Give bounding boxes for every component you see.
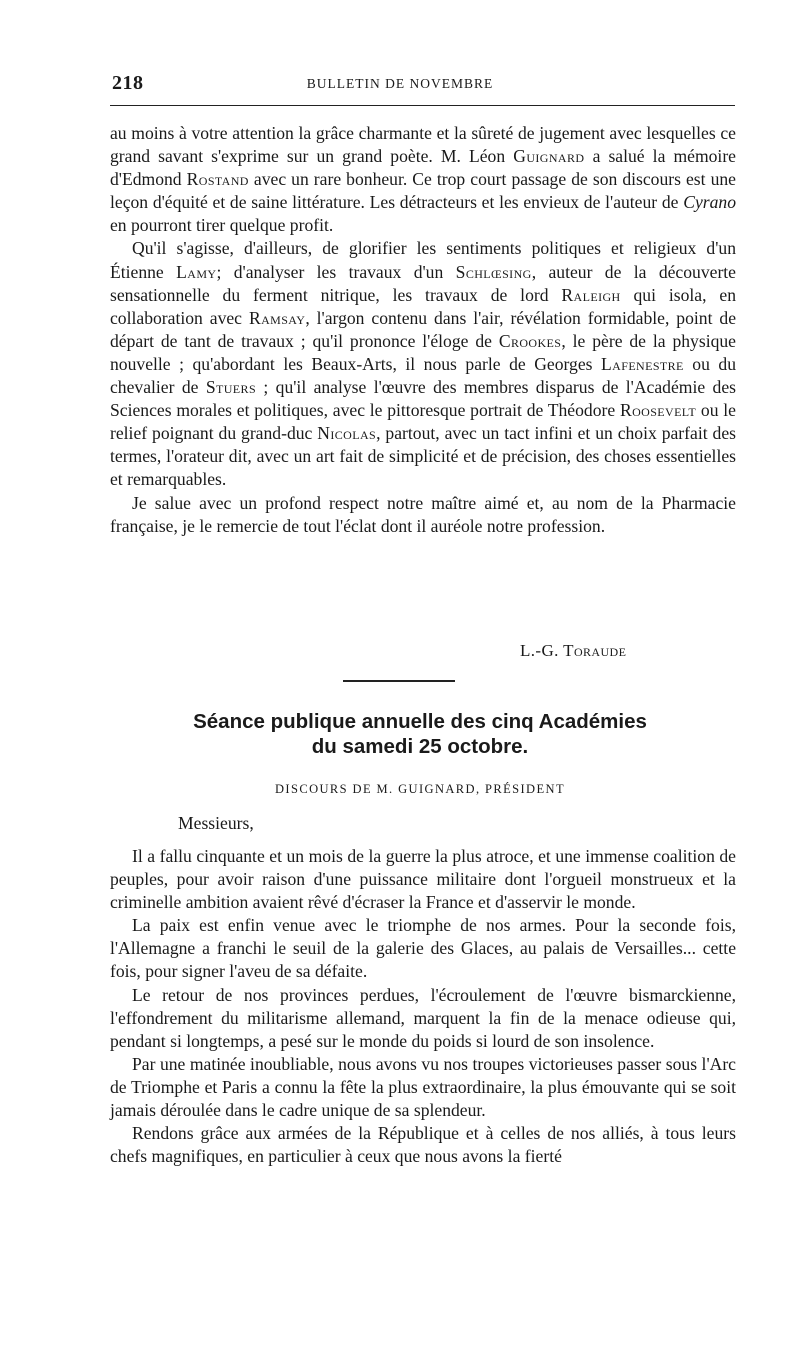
name-crookes: Crookes bbox=[498, 330, 562, 351]
text-span: , partout, avec un tact infini et un choix parfait des termes, l'orateur dit, avec un art fait de simplicité et de précision, des choses essentielles et remarquables. bbox=[110, 423, 736, 490]
text-span: a salué la mémoire d'Edmond bbox=[110, 146, 736, 190]
name-nicolas: Nicolas bbox=[317, 423, 377, 444]
speech-paragraph: La paix est enfin venue avec le triomphe de nos armes. Pour la seconde fois, l'Allemagne a franchi le seuil de la galerie des Glaces, au palais de Versailles... cette fois, pour signer l'aveu de sa défaite. bbox=[110, 915, 736, 982]
name-lafenestre: Lafenestre bbox=[601, 353, 684, 374]
paragraph-1 bbox=[110, 122, 736, 237]
text-span: qui isola, en collaboration avec bbox=[110, 284, 736, 328]
text-span: en pourront tirer quelque profit. bbox=[110, 215, 334, 236]
text-span: ou le relief poignant du grand-duc bbox=[110, 400, 736, 444]
name-roosevelt: Roosevelt bbox=[619, 400, 697, 421]
running-head: BULLETIN DE NOVEMBRE bbox=[306, 76, 494, 91]
paragraph-2 bbox=[110, 237, 736, 491]
text-span: Qu'il s'agisse, d'ailleurs, de glorifier les sentiments politiques et religieux d'un Étienne bbox=[110, 238, 736, 282]
paragraph-3: Je salue avec un profond respect notre maître aimé et, au nom de la Pharmacie française, je le remercie de tout l'éclat dont il auréole notre profession. bbox=[110, 492, 736, 536]
text-span: ; d'analyser les travaux d'un bbox=[216, 261, 456, 282]
name-ramsay: Ramsay bbox=[248, 307, 306, 328]
name-raleigh: Raleigh bbox=[561, 284, 621, 305]
text-span: ou du chevalier de bbox=[110, 353, 737, 398]
speech-paragraph: Il a fallu cinquante et un mois de la guerre la plus atroce, et une immense coalition de peuples, pour avoir raison d'une puissance militaire dont l'orgueil monstrueux et la criminelle ambition avaient rêvé d'écraser la France et d'asservir le monde. bbox=[110, 846, 736, 913]
section-divider bbox=[343, 680, 455, 682]
name-stuers: Stuers bbox=[205, 377, 257, 398]
signature: L.-G. Toraude bbox=[520, 641, 627, 660]
name-rostand: Rostand bbox=[186, 169, 249, 190]
section-title bbox=[0, 709, 800, 759]
text-span: , le père de la physique nouvelle ; qu'abordant les Beaux-Arts, il nous parle de Georges bbox=[110, 330, 736, 374]
speech-paragraph: Par une matinée inoubliable, nous avons vu nos troupes victorieuses passer sous l'Arc de Triomphe et Paris a connu la fête la plus extraordinaire, la plus émouvante qui se soit jamais déroulée dans le cadre unique de sa splendeur. bbox=[110, 1053, 736, 1121]
text-span: ; qu'il analyse l'œuvre des membres disparus de l'Académie des Sciences morales et politiques, avec le pittoresque portrait de Théodore bbox=[110, 377, 736, 421]
article-body bbox=[110, 122, 736, 538]
name-lamy: Lamy bbox=[176, 261, 217, 282]
text-span: au moins à votre attention la grâce charmante et la sûreté de jugement avec lesquelles ce grand savant s'exprime sur un grand poète. M. Léon bbox=[110, 123, 736, 167]
section-title-line-2: du samedi 25 octobre. bbox=[311, 735, 529, 758]
section-title-line-1: Séance publique annuelle des cinq Académies bbox=[193, 710, 647, 733]
page-number: 218 bbox=[112, 72, 144, 94]
text-span: , auteur de la découverte sensationnelle du ferment nitrique, les travaux de lord bbox=[110, 261, 736, 305]
speech-paragraph: Le retour de nos provinces perdues, l'écroulement de l'œuvre bismarckienne, l'effondrement du militarisme allemand, marquent la fin de la menace odieuse qui, pendant si longtemps, a pesé sur le monde du poids si lourd de son insolence. bbox=[110, 984, 736, 1051]
name-guignard: Guignard bbox=[513, 146, 585, 167]
text-span: , l'argon contenu dans l'air, révélation formidable, point de départ de tant de travaux ; qu'il prononce l'éloge de bbox=[110, 307, 736, 351]
speech-heading: DISCOURS DE M. GUIGNARD, PRÉSIDENT bbox=[275, 782, 565, 796]
name-schloesing: Schlœsing bbox=[455, 261, 532, 282]
text-span: avec un rare bonheur. Ce trop court passage de son discours est une leçon d'équité et de saine littérature. Les détracteurs et les envieux de l'auteur de bbox=[110, 169, 736, 213]
title-cyrano: Cyrano bbox=[683, 192, 736, 213]
salutation: Messieurs, bbox=[178, 813, 254, 833]
speech-body bbox=[110, 845, 736, 1168]
speech-paragraph: Rendons grâce aux armées de la République et à celles de nos alliés, à tous leurs chefs magnifiques, en particulier à ceux que nous avons la fierté bbox=[110, 1123, 736, 1167]
header-rule bbox=[110, 105, 735, 106]
